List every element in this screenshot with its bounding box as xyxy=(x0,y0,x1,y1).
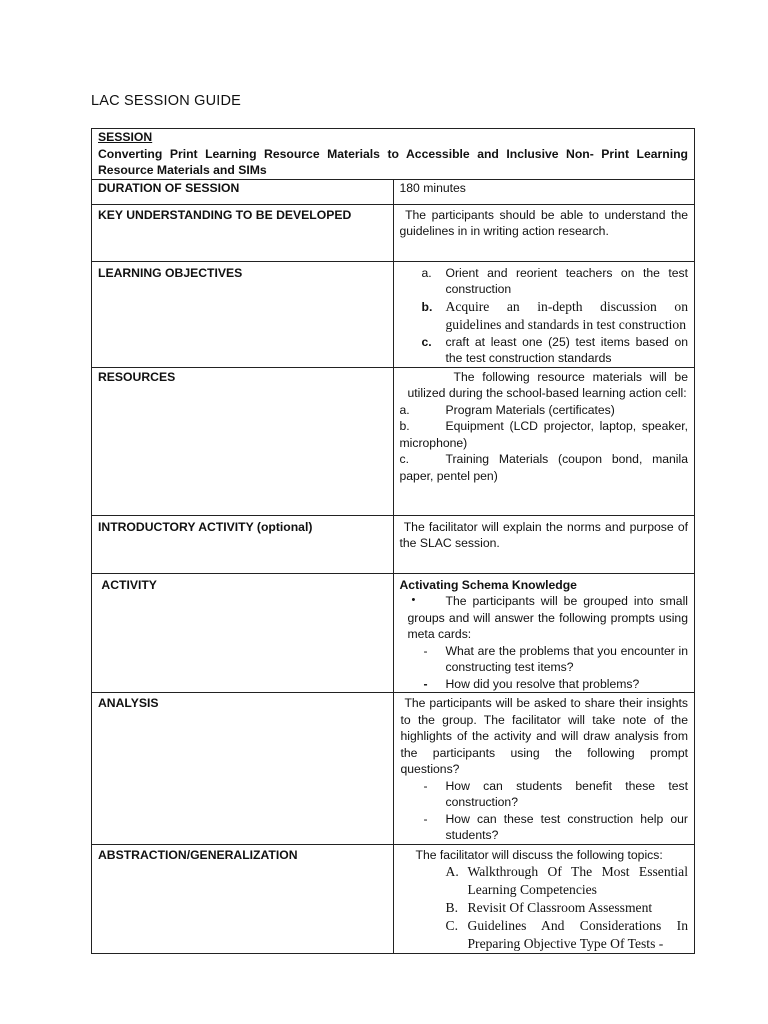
introductory-value: The facilitator will explain the norms and purpose of the SLAC session. xyxy=(393,515,695,573)
introductory-row xyxy=(92,515,695,573)
duration-value: 180 minutes xyxy=(393,179,695,204)
objective-item xyxy=(400,265,689,298)
objective-item xyxy=(400,298,689,334)
abstraction-cell xyxy=(393,844,695,954)
objective-text: Acquire an in-depth discussion on guidelines and standards in test construction xyxy=(445,298,688,332)
session-cell xyxy=(92,129,695,180)
analysis-cell xyxy=(393,693,695,845)
activity-bullet-text: The participants will be grouped into small groups and will answer the following prompts using meta cards: xyxy=(407,594,688,641)
resources-label: RESOURCES xyxy=(92,367,394,515)
resource-text-continued: paper, pentel pen) xyxy=(399,468,498,483)
resource-marker: a. xyxy=(399,402,410,417)
resource-item xyxy=(400,451,689,468)
dash-icon: - xyxy=(423,778,428,793)
activity-bullet-item xyxy=(400,593,689,643)
analysis-prompt xyxy=(400,811,689,844)
page-title: LAC SESSION GUIDE xyxy=(91,93,242,109)
session-title: Converting Print Learning Resource Materials to Accessible and Inclusive Non- Print Learning Resource Materials and SIMs xyxy=(98,146,688,177)
activity-prompt-text: What are the problems that you encounter in constructing test items? xyxy=(445,643,688,674)
session-row xyxy=(92,129,695,180)
session-label: SESSION xyxy=(98,130,153,144)
topic-marker: B. xyxy=(445,900,458,915)
bullet-icon: • xyxy=(411,594,416,606)
objective-item xyxy=(400,334,689,367)
topic-item xyxy=(400,899,689,917)
key-understanding-value: The participants should be able to understand the guidelines in in writing action research. xyxy=(393,204,695,261)
session-guide-table xyxy=(91,128,695,954)
objective-marker: c. xyxy=(421,334,432,349)
dash-icon: - xyxy=(423,676,428,691)
topic-text: Walkthrough Of The Most Essential Learning Competencies xyxy=(467,864,688,897)
learning-objectives-cell xyxy=(393,261,695,367)
resource-item xyxy=(400,418,689,435)
topic-text: Guidelines And Considerations In Preparing Objective Type Of Tests - xyxy=(467,918,688,951)
resource-marker: b. xyxy=(399,419,410,433)
dash-icon: - xyxy=(423,643,428,658)
objective-text: craft at least one (25) test items based on the test construction standards xyxy=(445,334,688,365)
key-understanding-label: KEY UNDERSTANDING TO BE DEVELOPED xyxy=(92,204,394,261)
objective-marker: a. xyxy=(421,265,432,280)
key-understanding-row xyxy=(92,204,695,261)
activity-cell xyxy=(393,573,695,693)
introductory-label: INTRODUCTORY ACTIVITY (optional) xyxy=(92,515,394,573)
analysis-prompt xyxy=(400,778,689,811)
activity-prompt xyxy=(400,676,689,693)
abstraction-row xyxy=(92,844,695,954)
abstraction-label: ABSTRACTION/GENERALIZATION xyxy=(92,844,394,954)
resource-text-continued: microphone) xyxy=(399,435,468,450)
activity-prompt xyxy=(400,643,689,676)
resources-row xyxy=(92,367,695,515)
activity-row xyxy=(92,573,695,693)
dash-icon: - xyxy=(423,811,428,826)
abstraction-intro: The facilitator will discuss the following topics: xyxy=(415,847,663,862)
resource-text: Program Materials (certificates) xyxy=(445,402,615,417)
topic-text: Revisit Of Classroom Assessment xyxy=(467,900,653,915)
learning-objectives-label: LEARNING OBJECTIVES xyxy=(92,261,394,367)
resources-intro: The following resource materials will be utilized during the school-based learning action cell: xyxy=(407,369,688,400)
learning-objectives-row xyxy=(92,261,695,367)
objective-marker: b. xyxy=(421,299,433,314)
topic-item xyxy=(400,917,689,953)
analysis-row xyxy=(92,693,695,845)
resource-marker: c. xyxy=(399,452,409,466)
topic-marker: C. xyxy=(445,918,458,933)
resource-text: Training Materials (coupon bond, manila xyxy=(445,452,688,466)
duration-row xyxy=(92,179,695,204)
activity-prompt-text: How did you resolve that problems? xyxy=(445,676,640,691)
analysis-prompt-text: How can students benefit these test construction? xyxy=(445,778,688,809)
objective-text: Orient and reorient teachers on the test construction xyxy=(445,265,688,296)
activity-heading: Activating Schema Knowledge xyxy=(399,577,577,592)
activity-label: ACTIVITY xyxy=(92,573,394,693)
analysis-label: ANALYSIS xyxy=(92,693,394,845)
resources-cell xyxy=(393,367,695,515)
resource-text: Equipment (LCD projector, laptop, speaker, xyxy=(445,419,688,433)
analysis-intro: The participants will be asked to share their insights to the group. The facilitator will take note of the highlights of the activity and will draw analysis from the participants using the following prompt questions? xyxy=(400,696,692,776)
topic-marker: A. xyxy=(445,864,459,879)
analysis-prompt-text: How can these test construction help our students? xyxy=(445,811,688,842)
duration-label: DURATION OF SESSION xyxy=(92,179,394,204)
topic-item xyxy=(400,863,689,899)
resource-item xyxy=(400,402,689,419)
